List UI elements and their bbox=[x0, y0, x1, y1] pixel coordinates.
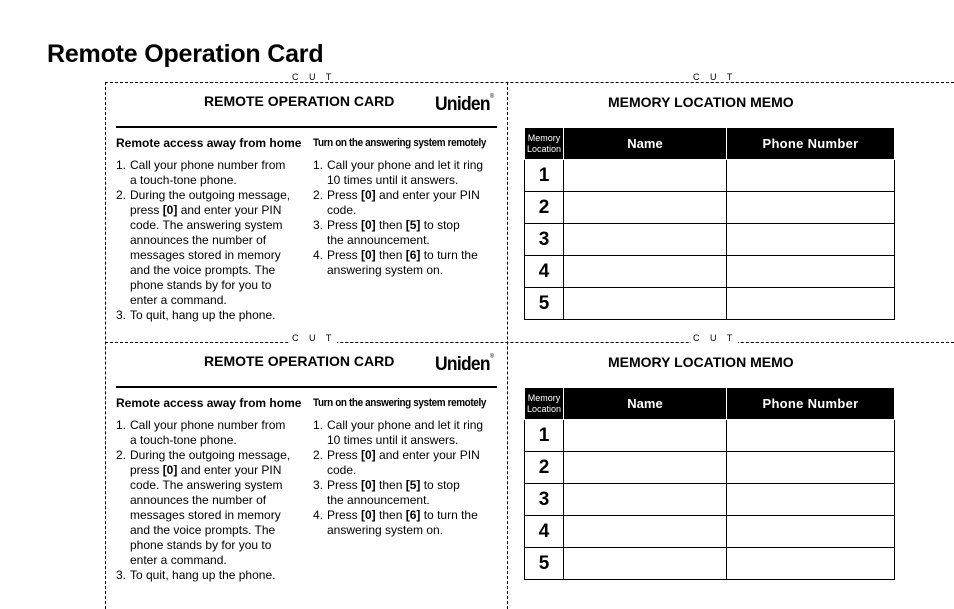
page-title: Remote Operation Card bbox=[47, 40, 324, 68]
step-item: 1. Call your phone and let it ring 10 times until it answers. bbox=[313, 158, 484, 187]
logo-text: Uniden bbox=[435, 94, 490, 115]
memo-row bbox=[525, 516, 895, 548]
memory-location-header-line2: Location bbox=[526, 143, 562, 154]
memo-title: MEMORY LOCATION MEMO bbox=[608, 354, 794, 370]
remote-operation-card bbox=[105, 342, 505, 592]
step-number: 1. bbox=[313, 418, 324, 432]
phone-number-header: Phone Number bbox=[727, 128, 895, 160]
remote-access-steps bbox=[116, 158, 308, 323]
step-number: 3. bbox=[116, 568, 127, 582]
cut-label: C U T bbox=[693, 333, 737, 343]
remote-access-heading: Remote access away from home bbox=[116, 136, 302, 150]
turn-on-steps bbox=[313, 158, 503, 278]
step-number: 2. bbox=[313, 448, 324, 462]
turn-on-column bbox=[313, 396, 503, 538]
registered-mark: ® bbox=[489, 354, 494, 360]
memory-location-header-line1: Memory bbox=[527, 392, 561, 403]
memo-row bbox=[525, 548, 895, 580]
step-number: 3. bbox=[313, 218, 324, 232]
uniden-logo bbox=[435, 94, 493, 116]
registered-mark: ® bbox=[489, 94, 494, 100]
memo-title: MEMORY LOCATION MEMO bbox=[608, 94, 794, 110]
phone-number-cell[interactable] bbox=[727, 516, 895, 548]
memory-location-header-line1: Memory bbox=[527, 132, 561, 143]
remote-operation-card bbox=[105, 82, 505, 332]
turn-on-column bbox=[313, 136, 503, 278]
cut-label: C U T bbox=[693, 72, 737, 82]
phone-number-cell[interactable] bbox=[727, 484, 895, 516]
step-number: 3. bbox=[116, 308, 127, 322]
step-number: 1. bbox=[116, 158, 127, 172]
memory-location-header-line2: Location bbox=[526, 403, 562, 414]
step-item: 2. During the outgoing message, press [0] and enter your PIN code. The answering system announces the number of messages stored in memory and the voice prompts. The phone stands by for you to enter a command. bbox=[116, 188, 291, 307]
remote-access-heading: Remote access away from home bbox=[116, 396, 302, 410]
step-number: 1. bbox=[116, 418, 127, 432]
phone-number-cell[interactable] bbox=[727, 256, 895, 288]
turn-on-steps bbox=[313, 418, 503, 538]
name-cell[interactable] bbox=[564, 224, 727, 256]
name-cell[interactable] bbox=[564, 548, 727, 580]
step-item: 4. Press [0] then [6] to turn the answering system on. bbox=[313, 508, 478, 537]
step-item: 3. Press [0] then [5] to stop the announcement. bbox=[313, 218, 460, 247]
name-cell[interactable] bbox=[564, 420, 727, 452]
name-cell[interactable] bbox=[564, 192, 727, 224]
step-item: 2. Press [0] and enter your PIN code. bbox=[313, 188, 480, 217]
memory-location-number: 4 bbox=[525, 256, 564, 288]
divider-rule bbox=[116, 126, 497, 128]
memory-location-header bbox=[525, 128, 564, 160]
name-header: Name bbox=[564, 388, 727, 420]
memory-location-number: 5 bbox=[525, 288, 564, 320]
memo-table bbox=[524, 388, 895, 580]
memo-row bbox=[525, 452, 895, 484]
turn-on-heading: Turn on the answering system remotely bbox=[313, 397, 486, 409]
divider-rule bbox=[116, 386, 497, 388]
memo-row bbox=[525, 420, 895, 452]
phone-number-cell[interactable] bbox=[727, 224, 895, 256]
step-item: 1. Call your phone and let it ring 10 times until it answers. bbox=[313, 418, 484, 447]
name-header: Name bbox=[564, 128, 727, 160]
memory-location-number: 1 bbox=[525, 160, 564, 192]
memory-location-memo bbox=[507, 342, 887, 592]
name-cell[interactable] bbox=[564, 256, 727, 288]
memory-location-number: 3 bbox=[525, 484, 564, 516]
step-item: 2. Press [0] and enter your PIN code. bbox=[313, 448, 480, 477]
memo-row bbox=[525, 256, 895, 288]
card-title: REMOTE OPERATION CARD bbox=[204, 93, 395, 109]
step-item: 3. To quit, hang up the phone. bbox=[116, 568, 276, 582]
name-cell[interactable] bbox=[564, 288, 727, 320]
memo-table bbox=[524, 128, 895, 320]
memo-row bbox=[525, 192, 895, 224]
step-item: 2. During the outgoing message, press [0] and enter your PIN code. The answering system announces the number of messages stored in memory and the voice prompts. The phone stands by for you to enter a command. bbox=[116, 448, 291, 567]
step-number: 1. bbox=[313, 158, 324, 172]
cut-label: C U T bbox=[292, 72, 336, 82]
memory-location-number: 1 bbox=[525, 420, 564, 452]
memo-row bbox=[525, 484, 895, 516]
step-item: 4. Press [0] then [6] to turn the answering system on. bbox=[313, 248, 478, 277]
memo-row bbox=[525, 288, 895, 320]
remote-access-column bbox=[116, 396, 308, 583]
memo-row bbox=[525, 224, 895, 256]
memory-location-number: 2 bbox=[525, 452, 564, 484]
phone-number-cell[interactable] bbox=[727, 452, 895, 484]
memory-location-header bbox=[525, 388, 564, 420]
logo-text: Uniden bbox=[435, 354, 490, 375]
uniden-logo bbox=[435, 354, 493, 376]
step-number: 3. bbox=[313, 478, 324, 492]
phone-number-cell[interactable] bbox=[727, 420, 895, 452]
name-cell[interactable] bbox=[564, 484, 727, 516]
turn-on-heading: Turn on the answering system remotely bbox=[313, 137, 486, 149]
step-item: 1. Call your phone number from a touch-tone phone. bbox=[116, 418, 286, 447]
phone-number-cell[interactable] bbox=[727, 192, 895, 224]
step-number: 2. bbox=[116, 188, 127, 202]
memo-row bbox=[525, 160, 895, 192]
step-number: 2. bbox=[313, 188, 324, 202]
step-item: 1. Call your phone number from a touch-tone phone. bbox=[116, 158, 286, 187]
memory-location-number: 4 bbox=[525, 516, 564, 548]
card-title: REMOTE OPERATION CARD bbox=[204, 353, 395, 369]
name-cell[interactable] bbox=[564, 160, 727, 192]
name-cell[interactable] bbox=[564, 452, 727, 484]
cut-label: C U T bbox=[292, 333, 336, 343]
phone-number-cell[interactable] bbox=[727, 548, 895, 580]
phone-number-cell[interactable] bbox=[727, 288, 895, 320]
step-number: 4. bbox=[313, 508, 324, 522]
step-number: 2. bbox=[116, 448, 127, 462]
step-item: 3. Press [0] then [5] to stop the announcement. bbox=[313, 478, 460, 507]
phone-number-cell[interactable] bbox=[727, 160, 895, 192]
remote-access-steps bbox=[116, 418, 308, 583]
memory-location-number: 5 bbox=[525, 548, 564, 580]
remote-access-column bbox=[116, 136, 308, 323]
memory-location-memo bbox=[507, 82, 887, 332]
step-number: 4. bbox=[313, 248, 324, 262]
step-item: 3. To quit, hang up the phone. bbox=[116, 308, 276, 322]
memory-location-number: 2 bbox=[525, 192, 564, 224]
phone-number-header: Phone Number bbox=[727, 388, 895, 420]
name-cell[interactable] bbox=[564, 516, 727, 548]
memory-location-number: 3 bbox=[525, 224, 564, 256]
